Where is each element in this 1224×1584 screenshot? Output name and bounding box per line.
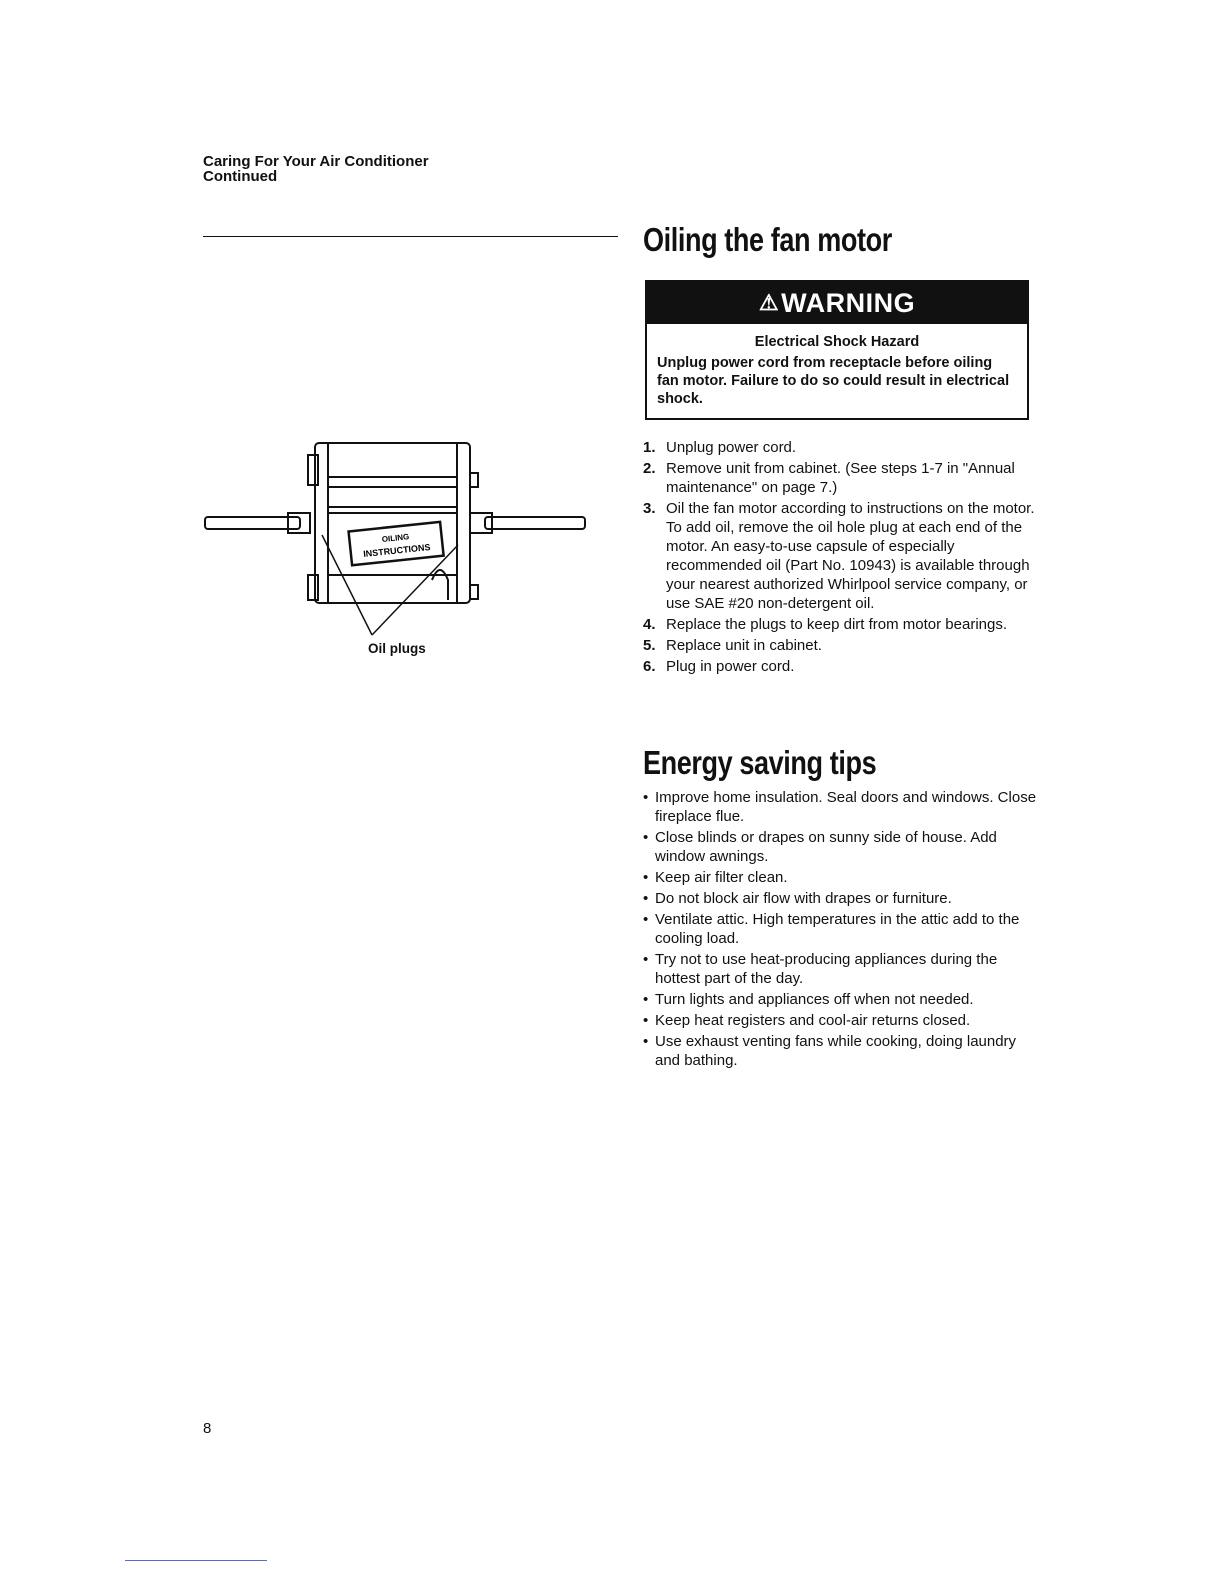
tip-text: Try not to use heat-producing appliances during the hottest part of the day. (655, 951, 998, 987)
warning-triangle-icon: ⚠ (758, 290, 780, 315)
tip-text: Use exhaust venting fans while cooking, doing laundry and bathing. (655, 1033, 1017, 1069)
warning-hazard-title: Electrical Shock Hazard (754, 334, 920, 350)
warning-label: WARNING (781, 287, 916, 318)
step-number: 2. (643, 460, 656, 477)
page-number: 8 (203, 1420, 212, 1437)
oiling-heading: Oiling the fan motor (643, 221, 892, 258)
tip-text: Close blinds or drapes on sunny side of house. Add window awnings. (655, 829, 997, 865)
step-number: 6. (643, 658, 656, 675)
header-section-title: Caring For Your Air Conditioner (203, 153, 429, 170)
step-text: Replace the plugs to keep dirt from motor bearings. (666, 616, 1008, 633)
list-item (643, 438, 1043, 457)
page-header (203, 154, 429, 184)
list-item (643, 910, 1043, 948)
step-text: Replace unit in cabinet. (666, 637, 822, 654)
list-item (643, 615, 1043, 634)
warning-bar (647, 282, 1027, 324)
step-text: Oil the fan motor according to instructions on the motor. To add oil, remove the oil hole plug at each end of the motor. An easy-to-use capsule of especially recommended oil (Part No. 10943) is available through your nearest authorized Whirlpool service company, or use SAE #20 non-detergent oil. (666, 500, 1035, 612)
list-item (643, 950, 1043, 988)
list-item (643, 788, 1043, 826)
tip-text: Ventilate attic. High temperatures in the attic add to the cooling load. (655, 911, 1020, 947)
warning-box (645, 280, 1029, 420)
step-text: Remove unit from cabinet. (See steps 1-7 in "Annual maintenance" on page 7.) (666, 460, 1015, 496)
bullet-icon: • (643, 911, 649, 928)
list-item (643, 1032, 1043, 1070)
step-number: 1. (643, 439, 656, 456)
bullet-icon: • (643, 890, 649, 907)
warning-text: Unplug power cord from receptacle before oiling fan motor. Failure to do so could result in electrical shock. (657, 355, 1010, 407)
list-item (643, 636, 1043, 655)
step-text: Unplug power cord. (666, 439, 797, 456)
bullet-icon: • (643, 951, 649, 968)
bottom-rule (125, 1560, 267, 1561)
step-number: 5. (643, 637, 656, 654)
oiling-steps-list (643, 438, 1043, 678)
tip-text: Turn lights and appliances off when not needed. (655, 991, 974, 1008)
list-item (643, 828, 1043, 866)
tip-text: Improve home insulation. Seal doors and windows. Close fireplace flue. (655, 789, 1037, 825)
step-number: 3. (643, 500, 656, 517)
bullet-icon: • (643, 991, 649, 1008)
tip-text: Do not block air flow with drapes or furniture. (655, 890, 952, 907)
list-item (643, 1011, 1043, 1030)
fan-motor-drawing (200, 435, 600, 640)
list-item (643, 459, 1043, 497)
left-column-rule (203, 236, 618, 237)
figure-label-instructions: INSTRUCTIONS (362, 542, 431, 560)
bullet-icon: • (643, 829, 649, 846)
step-number: 4. (643, 616, 656, 633)
list-item (643, 657, 1043, 676)
figure-caption: Oil plugs (368, 641, 426, 656)
list-item (643, 889, 1043, 908)
tip-text: Keep heat registers and cool-air returns closed. (655, 1012, 971, 1029)
energy-heading: Energy saving tips (643, 744, 877, 781)
energy-tips-list (643, 788, 1043, 1072)
figure-label-oiling: OILING (381, 532, 410, 545)
list-item (643, 868, 1043, 887)
bullet-icon: • (643, 869, 649, 886)
bullet-icon: • (643, 1033, 649, 1050)
bullet-icon: • (643, 1012, 649, 1029)
header-continued: Continued (203, 168, 278, 185)
tip-text: Keep air filter clean. (655, 869, 788, 886)
bullet-icon: • (643, 789, 649, 806)
list-item (643, 990, 1043, 1009)
fan-motor-illustration (200, 435, 600, 640)
step-text: Plug in power cord. (666, 658, 795, 675)
list-item (643, 499, 1043, 613)
